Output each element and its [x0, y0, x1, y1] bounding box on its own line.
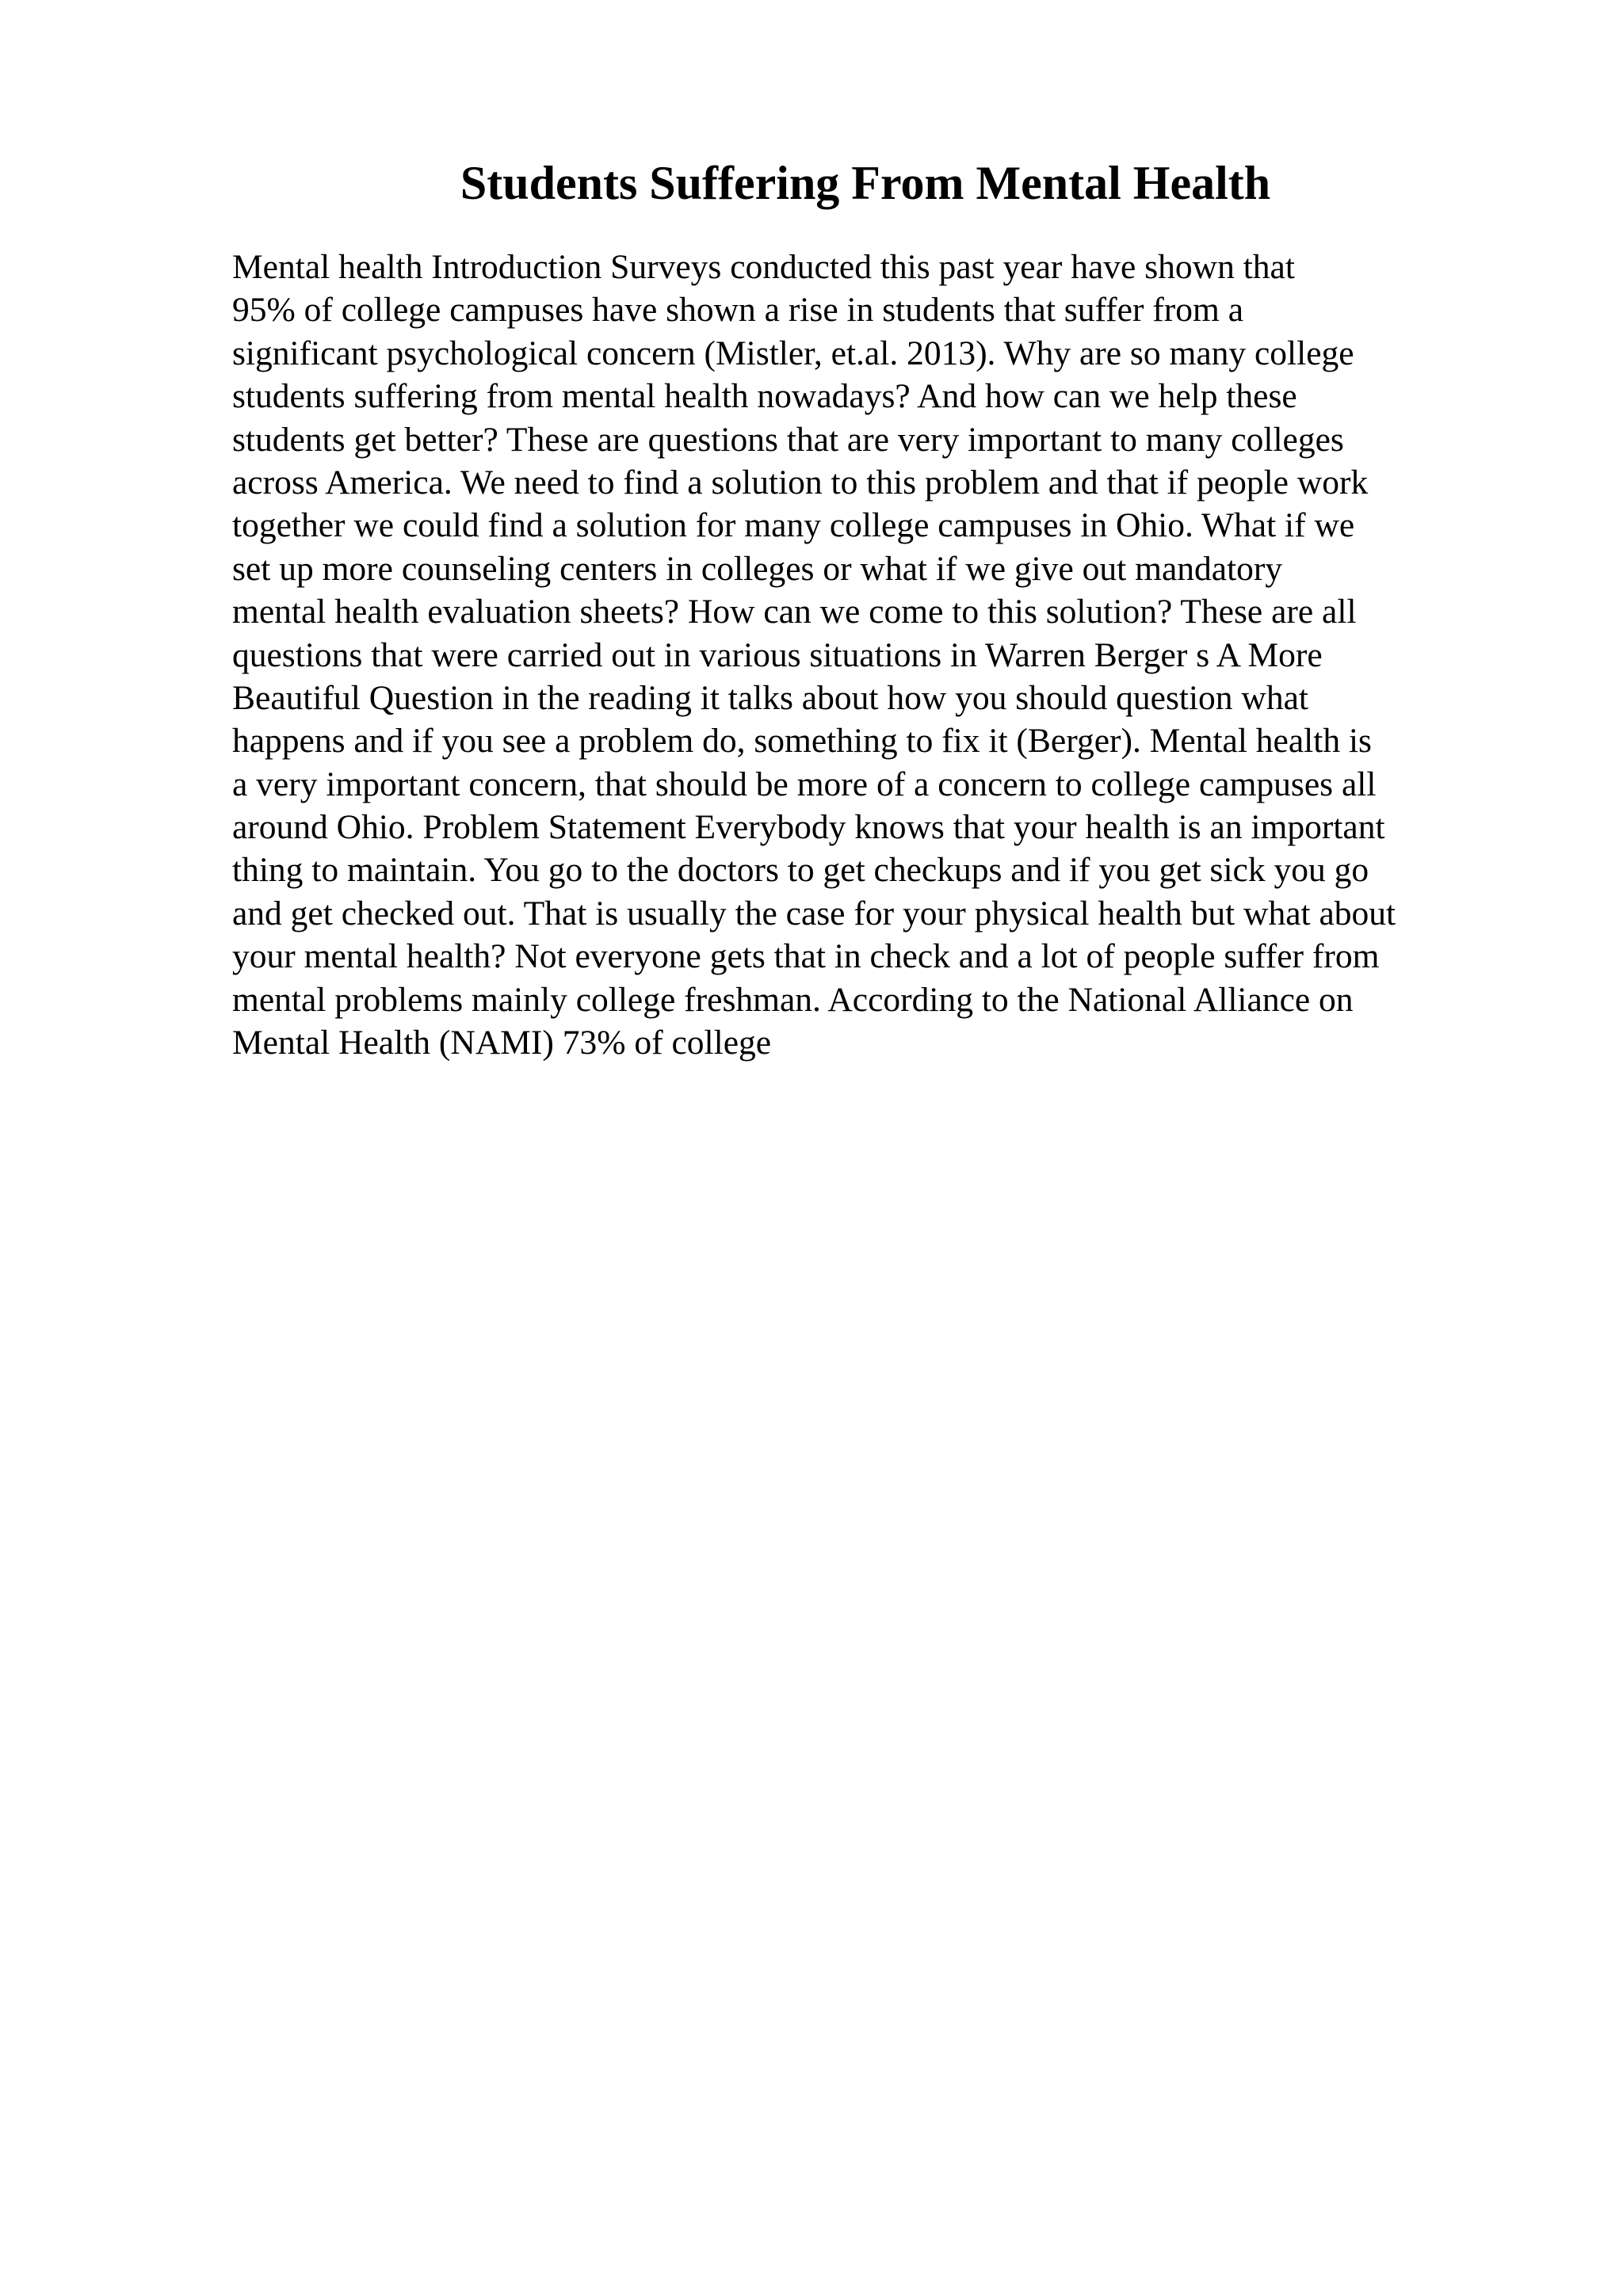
body-line: your mental health? Not everyone gets that in check and a lot of people suffer from — [232, 937, 1380, 976]
body-line: happens and if you see a problem do, something to fix it (Berger). Mental health is — [232, 722, 1372, 761]
body-line: mental health evaluation sheets? How can we come to this solution? These are all — [232, 593, 1357, 631]
body-line: and get checked out. That is usually the case for your physical health but what about — [232, 894, 1396, 933]
body-line: around Ohio. Problem Statement Everybody knows that your health is an important — [232, 808, 1385, 847]
page-title: Students Suffering From Mental Health — [460, 157, 1271, 209]
body-line: thing to maintain. You go to the doctors to get checkups and if you get sick you go — [232, 851, 1369, 890]
body-line: mental problems mainly college freshman. According to the National Alliance on — [232, 980, 1354, 1019]
body-line: students get better? These are questions that are very important to many colleges — [232, 420, 1344, 459]
body-line: significant psychological concern (Mistler, et.al. 2013). Why are so many college — [232, 334, 1354, 372]
body-line: set up more counseling centers in colleges or what if we give out mandatory — [232, 549, 1283, 588]
body-paragraph — [232, 246, 1500, 1064]
body-line: across America. We need to find a solution to this problem and that if people work — [232, 463, 1369, 502]
body-line: Beautiful Question in the reading it talks about how you should question what — [232, 678, 1308, 717]
body-line: together we could find a solution for many college campuses in Ohio. What if we — [232, 506, 1355, 545]
body-line: questions that were carried out in various situations in Warren Berger s A More — [232, 635, 1323, 674]
body-line: students suffering from mental health nowadays? And how can we help these — [232, 377, 1297, 416]
body-line: 95% of college campuses have shown a rise in students that suffer from a — [232, 291, 1244, 330]
body-line: Mental Health (NAMI) 73% of college — [232, 1024, 772, 1062]
body-line: a very important concern, that should be more of a concern to college campuses all — [232, 765, 1377, 803]
body-line: Mental health Introduction Surveys conducted this past year have shown that — [232, 248, 1295, 286]
